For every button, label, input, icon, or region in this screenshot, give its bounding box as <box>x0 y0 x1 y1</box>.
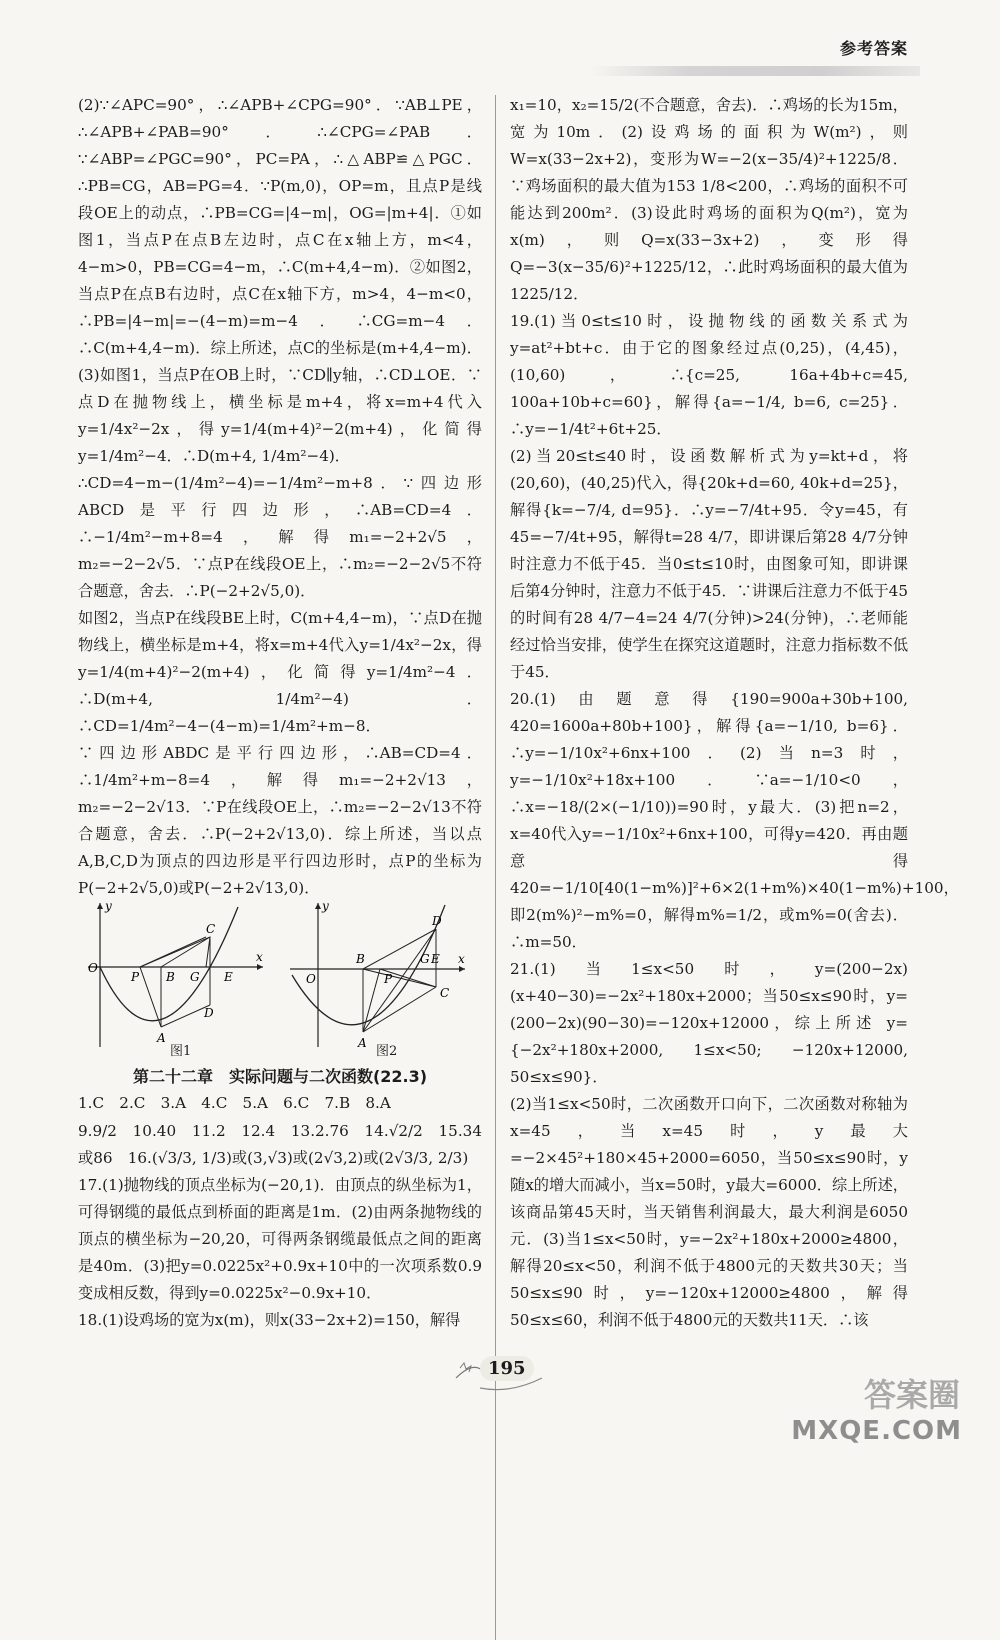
chapter-title: 第二十二章 实际问题与二次函数(22.3) <box>132 1067 428 1086</box>
right-column <box>510 92 959 1334</box>
right-paragraph: 20.(1)由题意得{190=900a+30b+100, 420=1600a+80b+100}，解得{a=−1/10, b=6}．∴y=−1/10x²+6nx+100．(2)当n=3时，y=−1/10x²+18x+100．∵a=−1/10<0，∴x=−18/(2×(−1/10))=90时，y最大．(3)把n=2，x=40代入y=−1/10x²+6nx+100，可得y=420．再由题意得420=−1/10[40(1−m%)]²+6×2(1+m%)×40(1−m%)+100，即2(m%)²−m%=0，解得m%=1/2，或m%=0(舍去)．∴m=50． <box>510 690 959 951</box>
watermark <box>772 1376 982 1456</box>
header-title: 参考答案 <box>839 39 908 58</box>
fig2-label-e: E <box>431 952 440 966</box>
watermark-text: MXQE.COM <box>791 1416 962 1446</box>
column-divider <box>495 95 496 1640</box>
fig1-label-x: x <box>256 950 263 964</box>
header-rule <box>590 66 920 76</box>
right-paragraph: (2)当1≤x<50时，二次函数开口向下，二次函数对称轴为x=45，当x=45时，y最大=−2×45²+180×45+2000=6050，当50≤x≤90时，y随x的增大而减小，当x=50时，y最大=6000．综上所述，该商品第45天时，当天销售利润最大，最大利润是6050元．(3)当1≤x<50时，y=−2x²+180x+2000≥4800，解得20≤x<50，利润不低于4800元的天数共30天；当50≤x≤90时，y=−120x+12000≥4800，解得50≤x≤60，利润不低于4800元的天数共11天．∴该 <box>510 1095 908 1329</box>
left-paragraph: ∴CD=4−m−(1/4m²−4)=−1/4m²−m+8．∵四边形ABCD是平行四边形，∴AB=CD=4．∴−1/4m²−m+8=4，解得m₁=−2+2√5，m₂=−2−2√5．∵点P在线段OE上，∴m₂=−2−2√5不符合题意，舍去．∴P(−2+2√5,0)． <box>78 474 482 600</box>
fig2-label-p: P <box>384 972 393 986</box>
answer-line: 9.9/2 10.40 11.2 12.4 13.2.76 14.√2/2 15.34或86 16.(√3/3, 1/3)或(3,√3)或(2√3,2)或(2√3/3, 2/3) <box>78 1122 482 1167</box>
fig2-label-y: y <box>322 899 329 913</box>
fig2-label-a: A <box>358 1036 367 1050</box>
watermark-mark: 答案圈 <box>863 1376 960 1414</box>
fig2-label-g: G <box>420 952 430 966</box>
figure-1-graph <box>78 897 268 1059</box>
left-column <box>78 92 482 902</box>
fig2-label-d: D <box>432 914 442 928</box>
figure-2-graph <box>290 897 480 1059</box>
fig2-label-o: O <box>306 972 316 986</box>
figure-1-caption: 图1 <box>170 1044 192 1059</box>
page-number: 195 <box>480 1356 534 1381</box>
left-paragraph: 如图2，当点P在线段BE上时，C(m+4,4−m)，∵点D在抛物线上，横坐标是m+4，将x=m+4代入y=1/4x²−2x，得y=1/4(m+4)²−2(m+4)，化简得y=1/4m²−4．∴D(m+4, 1/4m²−4)．∴CD=1/4m²−4−(4−m)=1/4m²+m−8． <box>78 609 482 735</box>
fig1-label-d: D <box>204 1006 214 1020</box>
fig2-label-b: B <box>356 952 365 966</box>
left-paragraph: ∵四边形ABDC是平行四边形，∴AB=CD=4．∴1/4m²+m−8=4，解得m₁=−2+2√13，m₂=−2−2√13．∵P在线段OE上，∴m₂=−2−2√13不符合题意，舍去．∴P(−2+2√13,0)．综上所述，当以点A,B,C,D为顶点的四边形是平行四边形时，点P的坐标为P(−2+2√5,0)或P(−2+2√13,0)． <box>78 744 482 897</box>
chapter-answers <box>78 1088 482 1334</box>
fig1-label-b: B <box>166 970 175 984</box>
left-paragraph: (2)∵∠APC=90°，∴∠APB+∠CPG=90°．∵AB⊥PE，∴∠APB+∠PAB=90°．∴∠CPG=∠PAB．∵∠ABP=∠PGC=90°，PC=PA，∴△ABP≌△PGC．∴PB=CG，AB=PG=4．∵P(m,0)，OP=m，且点P是线段OE上的动点，∴PB=CG=|4−m|，OG=|m+4|．①如图1，当点P在点B左边时，点C在x轴上方，m<4，4−m>0，PB=CG=4−m，∴C(m+4,4−m)．②如图2，当点P在点B右边时，点C在x轴下方，m>4，4−m<0，∴PB=|4−m|=−(4−m)=m−4．∴CG=m−4．∴C(m+4,4−m)．综上所述，点C的坐标是(m+4,4−m)．(3)如图1，当点P在OB上时，∵CD∥y轴，∴CD⊥OE．∵点D在抛物线上，横坐标是m+4，将x=m+4代入y=1/4x²−2x，得y=1/4(m+4)²−2(m+4)，化简得y=1/4m²−4．∴D(m+4, 1/4m²−4)． <box>78 96 482 465</box>
figures-area <box>78 897 482 1059</box>
fig1-label-e: E <box>224 970 233 984</box>
fig1-label-c: C <box>206 922 216 936</box>
figure-1 <box>78 897 268 1059</box>
page-number-badge <box>450 1348 550 1394</box>
right-paragraph: x₁=10，x₂=15/2(不合题意，舍去)．∴鸡场的长为15m，宽为10m．(2)设鸡场的面积为W(m²)，则W=x(33−2x+2)，变形为W=−2(x−35/4)²+1225/8．∵鸡场面积的最大值为153 1/8<200，∴鸡场的面积不可能达到200m²．(3)设此时鸡场的面积为Q(m²)，宽为x(m)，则Q=x(33−3x+2)，变形得Q=−3(x−35/6)²+1225/12，∴此时鸡场面积的最大值为1225/12． <box>510 96 908 303</box>
answer-line: 1.C 2.C 3.A 4.C 5.A 6.C 7.B 8.A <box>78 1094 391 1112</box>
right-paragraph: 19.(1)当0≤t≤10时，设抛物线的函数关系式为y=at²+bt+c．由于它的图象经过点(0,25)，(4,45)，(10,60)，∴{c=25, 16a+4b+c=45, 100a+10b+c=60}，解得{a=−1/4, b=6, c=25}．∴y=−1/4t²+6t+25． <box>510 312 908 438</box>
fig1-label-a: A <box>157 1031 166 1045</box>
figure-2 <box>290 897 480 1059</box>
answer-line: 17.(1)抛物线的顶点坐标为(−20,1)．由顶点的纵坐标为1，可得钢缆的最低点到桥面的距离是1m．(2)由两条抛物线的顶点的横坐标为−20,20，可得两条钢缆最低点之间的距离是40m．(3)把y=0.0225x²+0.9x+10中的一次项系数0.9变成相反数，得到y=0.0225x²−0.9x+10． <box>78 1176 482 1302</box>
right-paragraph: 21.(1)当1≤x<50时，y=(200−2x)(x+40−30)=−2x²+180x+2000；当50≤x≤90时，y=(200−2x)(90−30)=−120x+12000，综上所述 y={−2x²+180x+2000, 1≤x<50; −120x+12000, 50≤x≤90}． <box>510 960 908 1086</box>
figure-2-caption: 图2 <box>376 1044 398 1059</box>
right-paragraph: (2)当20≤t≤40时，设函数解析式为y=kt+d，将(20,60)，(40,25)代入，得{20k+d=60, 40k+d=25}，解得{k=−7/4, d=95}．∴y=−7/4t+95．令y=45，有45=−7/4t+95，解得t=28 4/7，即讲课后第28 4/7分钟时注意力不低于45．当0≤t≤10时，由图象可知，即讲课后第4分钟时，注意力不低于45．∵讲课后注意力不低于45的时间有28 4/7−4=24 4/7(分钟)>24(分钟)，∴老师能经过恰当安排，使学生在探究这道题时，注意力指标数不低于45． <box>510 447 908 681</box>
fig1-label-o: O <box>88 961 98 975</box>
fig1-label-p: P <box>131 970 140 984</box>
answer-line: 18.(1)设鸡场的宽为x(m)，则x(33−2x+2)=150，解得 <box>78 1311 461 1329</box>
fig2-label-c: C <box>440 986 450 1000</box>
fig1-label-y: y <box>105 899 112 913</box>
fig2-label-x: x <box>458 952 465 966</box>
fig1-label-g: G <box>190 970 200 984</box>
page-header <box>0 0 1000 80</box>
